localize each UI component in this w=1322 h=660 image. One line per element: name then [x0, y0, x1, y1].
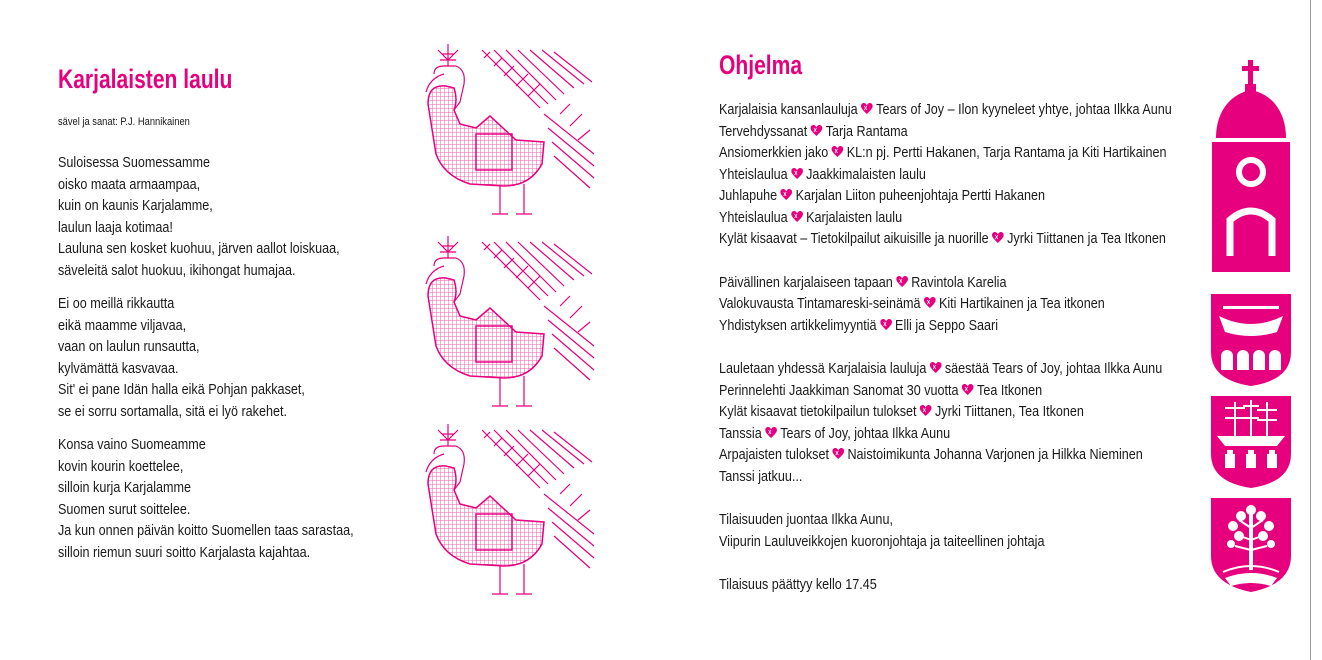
lyric-line: laulun laaja kotimaa!: [58, 218, 173, 236]
program-title: Ohjelma: [719, 50, 803, 80]
lyric-line: Suloisessa Suomessamme: [58, 154, 210, 171]
embroidered-bird-icon: [424, 424, 596, 598]
heart-icon: [896, 276, 908, 288]
heart-icon: [791, 168, 803, 180]
program-item-label: Tanssi jatkuu...: [719, 467, 803, 485]
heart-icon: [861, 103, 873, 115]
lyric-line: eikä maamme viljavaa,: [58, 316, 187, 334]
program-item-detail: Naistoimikunta Johanna Varjonen ja Hilkka Nieminen: [847, 446, 1143, 463]
boat-coat-of-arms-icon: [1211, 294, 1291, 386]
program-item: [719, 207, 1172, 229]
program-item-label: Lauletaan yhdessä Karjalaisia lauluja: [719, 360, 927, 377]
program-item-detail: Elli ja Seppo Saari: [895, 316, 999, 334]
program-item-detail: Jaakkimalaisten laulu: [806, 165, 926, 183]
program-item-detail: Ravintola Karelia: [911, 273, 1007, 291]
song-credit: sävel ja sanat: P.J. Hannikainen: [58, 116, 190, 128]
program-item: [719, 401, 1172, 423]
program-item: [719, 99, 1172, 121]
heart-icon: [781, 189, 793, 201]
lyric-line: silloin riemun suuri soitto Karjalasta kajahtaa.: [58, 543, 311, 561]
lyric-line: kuin on kaunis Karjalamme,: [58, 197, 213, 214]
program-group: [719, 272, 1258, 337]
song-lyrics: [58, 152, 410, 575]
program-item-label: Tanssia: [719, 424, 762, 442]
program-item-detail: Karjalan Liiton puheenjohtaja Pertti Hakanen: [795, 187, 1046, 204]
page-edge-line: [1310, 0, 1311, 660]
program-list: [719, 99, 1258, 618]
song-stanza: [58, 293, 410, 422]
program-item-label: Karjalaisia kansanlauluja: [719, 101, 858, 118]
program-item: [719, 358, 1172, 380]
program-item-label: Kylät kisaavat – Tietokilpailut aikuisille ja nuorille: [719, 230, 989, 247]
heart-icon: [924, 297, 936, 309]
program-item-label: Ansiomerkkien jako: [719, 144, 829, 161]
church-coat-of-arms-icon: [1208, 60, 1294, 272]
ship-coat-of-arms-icon: [1211, 396, 1291, 488]
lyric-line: se ei sorru sortamalla, sitä ei lyö rakehet.: [58, 402, 288, 420]
program-item: [719, 531, 1172, 553]
embroidered-bird-icon: [424, 44, 596, 218]
song-stanza: [58, 434, 410, 563]
program-item-label: Tilaisuuden juontaa Ilkka Aunu,: [719, 511, 893, 528]
tree-coat-of-arms-icon: [1211, 498, 1291, 592]
heart-icon: [920, 405, 932, 417]
program-item-label: Yhteislaulua: [719, 165, 788, 183]
program-item: [719, 272, 1172, 294]
program-item: [719, 142, 1172, 164]
lyric-line: oisko maata armaampaa,: [58, 175, 201, 193]
program-item-detail: Kiti Hartikainen ja Tea itkonen: [938, 295, 1105, 312]
lyric-line: Sit' ei pane Idän halla eikä Pohjan pakkaset,: [58, 381, 305, 398]
lyric-line: Ei oo meillä rikkautta: [58, 295, 175, 312]
program-item-label: Tervehdyssanat: [719, 122, 808, 140]
program-item-label: Kylät kisaavat tietokilpailun tulokset: [719, 403, 917, 420]
program-item: [719, 121, 1172, 143]
program-item: [719, 509, 1172, 531]
program-item: [719, 315, 1172, 337]
program-item: [719, 444, 1172, 466]
program-item-detail: Tarja Rantama: [825, 122, 908, 140]
song-title: Karjalaisten laulu: [58, 64, 233, 94]
lyric-line: kovin kourin koettelee,: [58, 457, 184, 475]
program-item: [719, 185, 1172, 207]
program-item-label: Valokuvausta Tintamareski-seinämä: [719, 295, 921, 312]
program-item-detail: Karjalaisten laulu: [806, 208, 903, 226]
song-stanza: [58, 152, 410, 281]
program-item: [719, 380, 1172, 402]
program-item-label: Tilaisuus päättyy kello 17.45: [719, 576, 877, 593]
lyric-line: säveleitä salot huokuu, ikihongat humajaa.: [58, 261, 296, 279]
program-item: [719, 574, 1172, 596]
program-item-detail: Tears of Joy, johtaa Ilkka Aunu: [780, 424, 951, 442]
heart-icon: [765, 427, 777, 439]
program-group: [719, 509, 1258, 552]
heart-icon: [992, 232, 1004, 244]
program-item: [719, 164, 1172, 186]
program-item-detail: KL:n pj. Pertti Hakanen, Tarja Rantama ja Kiti Hartikainen: [846, 144, 1167, 161]
lyric-line: kylvämättä kasvavaa.: [58, 359, 179, 377]
lyric-line: Konsa vaino Suomeamme: [58, 436, 206, 453]
heart-icon: [930, 362, 942, 374]
program-item: [719, 423, 1172, 445]
program-item-label: Perinnelehti Jaakkiman Sanomat 30 vuotta: [719, 381, 959, 399]
program-item-label: Yhteislaulua: [719, 208, 788, 226]
embroidered-bird-icon: [424, 236, 596, 410]
heart-icon: [811, 125, 823, 137]
program-item: [719, 228, 1172, 250]
program-item-label: Arpajaisten tulokset: [719, 446, 829, 463]
program-item-label: Päivällinen karjalaiseen tapaan: [719, 273, 893, 291]
program-item-detail: säestää Tears of Joy, johtaa Ilkka Aunu: [944, 360, 1163, 377]
lyric-line: vaan on laulun runsautta,: [58, 338, 200, 355]
program-item-label: Juhlapuhe: [719, 187, 778, 204]
heart-icon: [962, 384, 974, 396]
program-item-label: Yhdistyksen artikkelimyyntiä: [719, 316, 877, 334]
program-group: [719, 574, 1258, 596]
program-item-detail: Jyrki Tiittanen ja Tea Itkonen: [1007, 230, 1166, 247]
heart-icon: [832, 146, 844, 158]
lyric-line: silloin kurja Karjalamme: [58, 479, 192, 496]
lyric-line: Lauluna sen kosket kuohuu, järven aallot loiskuaa,: [58, 240, 340, 257]
program-group: [719, 99, 1258, 250]
lyric-line: Ja kun onnen päivän koitto Suomellen taas sarastaa,: [58, 522, 354, 539]
heart-icon: [832, 448, 844, 460]
program-item-detail: Jyrki Tiittanen, Tea Itkonen: [934, 403, 1084, 420]
lyric-line: Suomen surut soittelee.: [58, 500, 191, 518]
heart-icon: [791, 211, 803, 223]
program-group: [719, 358, 1258, 487]
heart-icon: [880, 319, 892, 331]
program-item-detail: Tears of Joy – Ilon kyyneleet yhtye, johtaa Ilkka Aunu: [876, 101, 1172, 118]
program-item: [719, 466, 1172, 488]
program-item-detail: Tea Itkonen: [977, 381, 1043, 399]
program-item-label: Viipurin Lauluveikkojen kuoronjohtaja ja taiteellinen johtaja: [719, 532, 1045, 550]
program-item: [719, 293, 1172, 315]
